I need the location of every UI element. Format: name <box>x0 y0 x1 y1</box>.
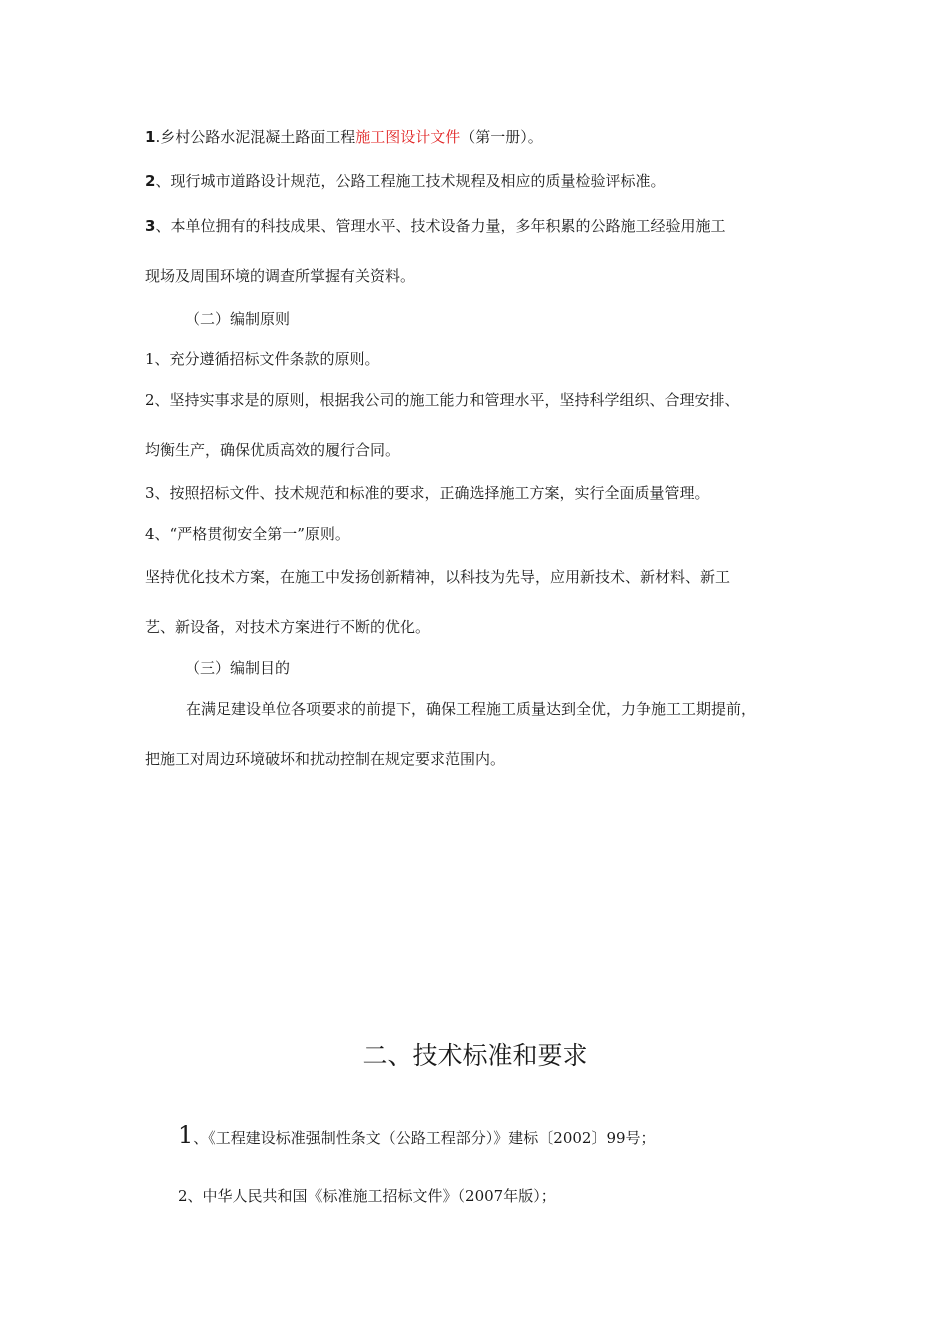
principle-4: 4、“严格贯彻安全第一”原则。 <box>145 525 350 543</box>
item-text: 、现行城市道路设计规范，公路工程施工技术规程及相应的质量检验评标准。 <box>155 172 666 190</box>
principle-5-continued: 艺、新设备，对技术方案进行不断的优化。 <box>145 618 431 636</box>
item-text: 、本单位拥有的科技成果、管理水平、技术设备力量，多年积累的公路施工经验用施工 <box>155 217 726 235</box>
principle-3: 3、按照招标文件、技术规范和标准的要求，正确选择施工方案，实行全面质量管理。 <box>145 484 710 502</box>
standard-item-2: 2、中华人民共和国《标准施工招标文件》（2007年版）； <box>178 1187 556 1205</box>
standard-item-1 <box>178 1121 656 1152</box>
basis-item-2 <box>145 171 665 191</box>
section-title: 二、技术标准和要求 <box>362 1041 588 1070</box>
principle-2: 2、坚持实事求是的原则，根据我公司的施工能力和管理水平，坚持科学组织、合理安排、 <box>145 391 740 409</box>
principle-2-continued: 均衡生产，确保优质高效的履行合同。 <box>145 441 401 459</box>
item-text: .乡村公路水泥混凝土路面工程 <box>155 128 356 146</box>
item-number: 3 <box>145 217 156 235</box>
purpose-heading: （三）编制目的 <box>185 659 291 677</box>
basis-item-1 <box>145 127 543 147</box>
highlighted-text: 施工图设计文件 <box>355 128 461 146</box>
purpose-paragraph-continued: 把施工对周边环境破坏和扰动控制在规定要求范围内。 <box>145 750 506 768</box>
item-text: 、《工程建设标准强制性条文（公路工程部分）》建标〔2002〕99号； <box>193 1129 656 1147</box>
item-number: 1 <box>145 128 156 146</box>
basis-item-3 <box>145 216 725 236</box>
purpose-paragraph: 在满足建设单位各项要求的前提下，确保工程施工质量达到全优，力争施工工期提前， <box>186 700 757 718</box>
principle-1: 1、充分遵循招标文件条款的原则。 <box>145 350 380 368</box>
basis-item-3-continued: 现场及周围环境的调查所掌握有关资料。 <box>145 267 416 285</box>
item-text-suffix: （第一册）。 <box>460 128 543 146</box>
principle-5: 坚持优化技术方案，在施工中发扬创新精神，以科技为先导，应用新技术、新材料、新工 <box>145 568 731 586</box>
item-number: 1 <box>178 1121 194 1149</box>
item-number: 2 <box>145 172 156 190</box>
principles-heading: （二）编制原则 <box>185 310 291 328</box>
